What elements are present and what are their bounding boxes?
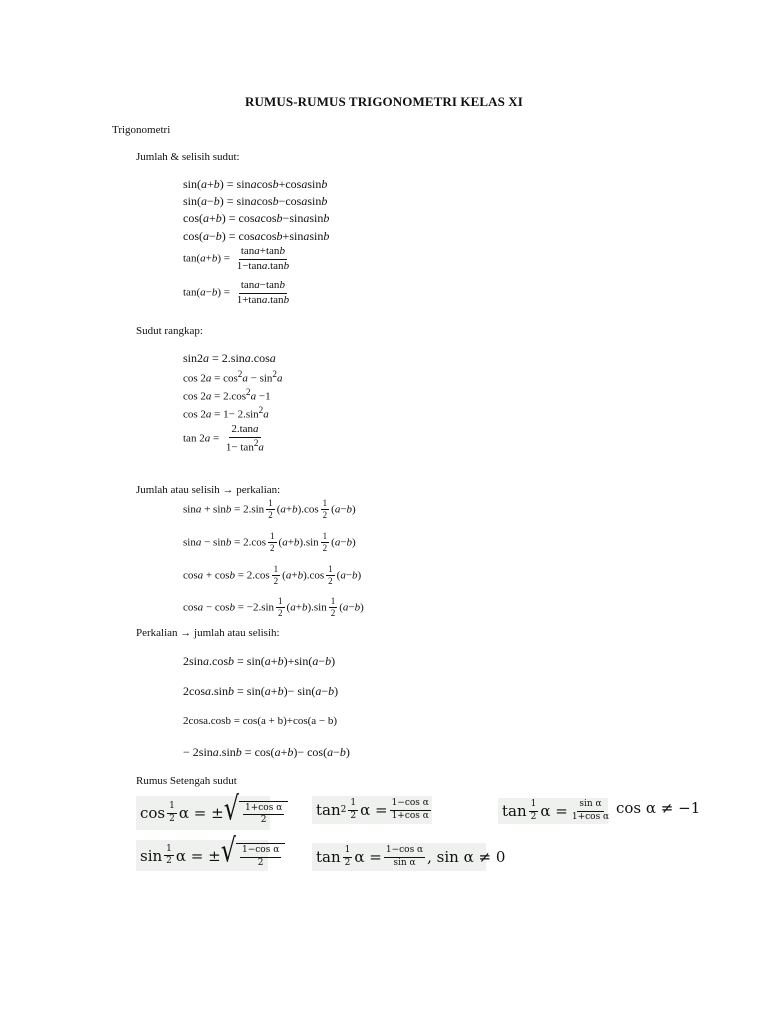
heading-sum-to-product: Jumlah atau selisih → perkalian: [136, 484, 281, 496]
page-title: RUMUS-RUMUS TRIGONOMETRI KELAS XI [245, 94, 523, 109]
formula-sin-diff: sin(a−b) = sinacosb−cosasinb [183, 194, 328, 208]
formula-sum-to-product-3: cosa + cosb = 2.cos $\frac{1}{2}$ (a+b).cos $\frac{1}{2}$ (a−b) [183, 564, 362, 587]
formula-cos-2a-1: $\cos 2a = \cos^2a - \sin^2a$ [183, 369, 283, 385]
formula-sum-to-product-4: cosa − cosb = −2.sin $\frac{1}{2}$ (a+b).sin $\frac{1}{2}$ (a−b) [183, 596, 364, 619]
formula-cos-half-angle-image: cos $\frac{1}{2}$ α = ± √ $\frac{\text{1+cos α}}{2}$ [136, 796, 270, 830]
formula-sum-to-product-1: sina + sinb = 2.sin $\frac{1}{2}$ (a+b).cos $\frac{1}{2}$ (a−b) [183, 498, 356, 521]
formula-cos-2a-3: $\cos 2a = 1- 2.\sin^2a$ [183, 405, 269, 421]
formula-sum-to-product-2: sina − sinb = 2.cos $\frac{1}{2}$ (a+b).sin $\frac{1}{2}$ (a−b) [183, 531, 356, 554]
formula-tan-half-angle-image-1: tan $\frac{1}{2}$ α = $\frac{\text{sin α}}{\text{1+cos α}}$ [498, 798, 608, 824]
formula-cos-sum: cos(a+b) = cosacosb−sinasinb [183, 211, 330, 225]
formula-sin-half-angle-image: sin $\frac{1}{2}$ α = ± √ $\frac{\text{1−cos α}}{2}$ [136, 840, 268, 871]
formula-product-to-sum-1: 2sina.cosb = sin(a+b)+sin(a−b) [183, 654, 336, 668]
formula-tan2-half-angle-image: tan 2 $\frac{1}{2}$ α = $\frac{\text{1−cos α}}{\text{1+cos α}}$ [312, 796, 432, 824]
formula-sin-2a: sin2a = 2.sina.cosa [183, 351, 276, 365]
formula-tan-diff: tan(a−b) = $\frac{\tan a-\tan b}{1+\tan a.\tan b}$ [183, 279, 290, 306]
formula-product-to-sum-2: 2cosa.sinb = sin(a+b)− sin(a−b) [183, 684, 339, 698]
formula-cos-diff: cos(a−b) = cosacosb+sinasinb [183, 229, 330, 243]
formula-tan-sum: tan(a+b) = $\frac{\tan a+\tan b}{1-\tan a.\tan b}$ [183, 245, 290, 272]
formula-product-to-sum-4: − 2sina.sinb = cos(a+b)− cos(a−b) [183, 745, 350, 759]
heading-product-to-sum: Perkalian → jumlah atau selisih: [136, 627, 280, 639]
formula-product-to-sum-3: 2cosa.cosb = cos(a + b)+cos(a − b) [183, 715, 338, 727]
formula-cos-2a-2: $\cos 2a = 2.\cos^2a -1$ [183, 387, 271, 403]
formula-sin-sum: sin(a+b) = sinacosb+cosasinb [183, 177, 328, 191]
formula-tan-half-angle-image-2: tan $\frac{1}{2}$ α = $\frac{\text{1−cos α}}{\text{sin α}}$ , sin α ≠ 0 [312, 843, 486, 871]
heading-double-angle: Sudut rangkap: [136, 325, 203, 337]
formula-cos-alpha-condition: cos α ≠ −1 [616, 799, 701, 817]
formula-tan-2a: tan 2a = $\frac{2.\tan a}{1- \tan^2a}$ [183, 423, 264, 454]
heading-sum-difference: Jumlah & selisih sudut: [136, 151, 240, 163]
section-label: Trigonometri [112, 124, 171, 136]
heading-half-angle: Rumus Setengah sudut [136, 775, 237, 787]
